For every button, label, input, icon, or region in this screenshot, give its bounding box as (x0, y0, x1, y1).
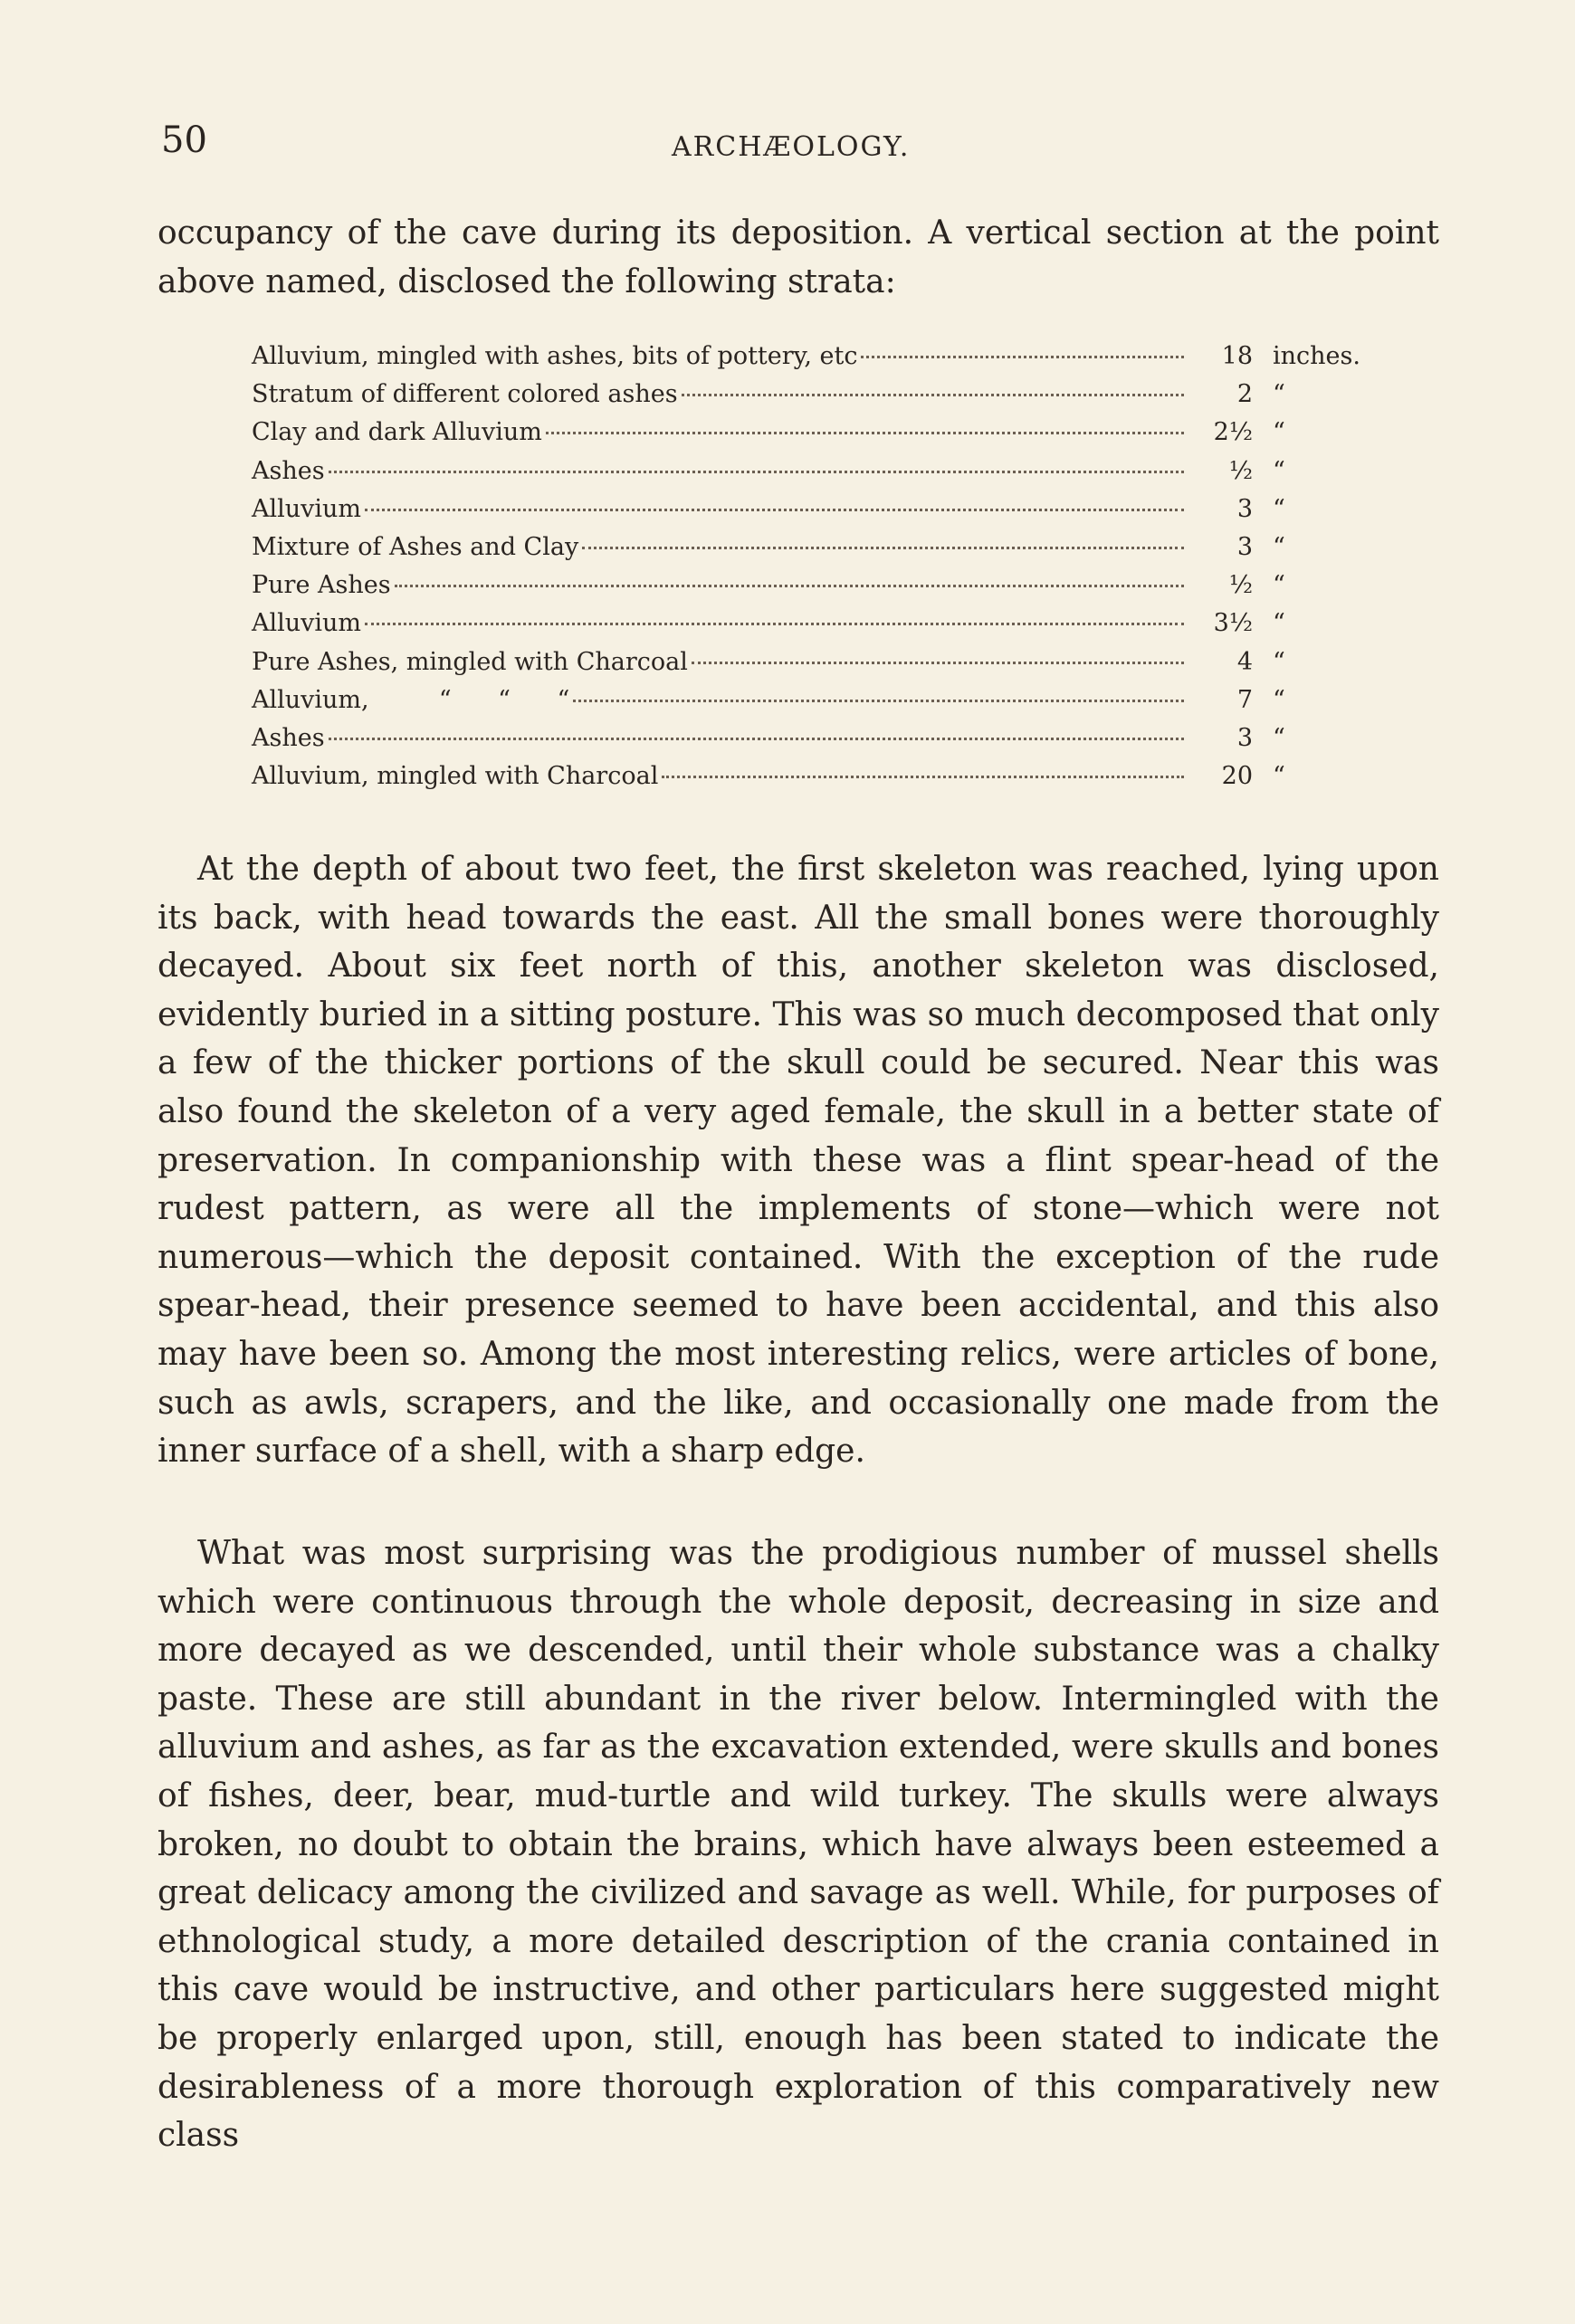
strata-unit: inches. (1273, 342, 1360, 370)
strata-unit: “ (1273, 456, 1285, 485)
strata-quantity: 2 (1236, 380, 1253, 409)
strata-quantity: 3 (1236, 532, 1253, 561)
strata-row (252, 571, 1374, 609)
strata-quantity: ½ (1228, 571, 1253, 600)
strata-label: Pure Ashes, mingled with Charcoal (252, 647, 688, 676)
strata-quantity: 18 (1221, 342, 1253, 370)
dot-leader (365, 623, 1184, 625)
strata-unit: “ (1273, 685, 1285, 714)
dot-leader (329, 471, 1184, 473)
strata-label: Alluvium, mingled with ashes, bits of pottery, etc (252, 342, 858, 370)
strata-quantity: 2½ (1213, 418, 1253, 447)
strata-label: Alluvium, “ “ “ (252, 685, 570, 714)
strata-unit: “ (1273, 609, 1285, 638)
strata-label: Alluvium (252, 494, 362, 523)
dot-leader (573, 700, 1184, 702)
body-paragraph-1: At the depth of about two feet, the first skeleton was reached, lying upon its back, with head towards the east. All the small bones were thoroughly decayed. About six feet north of this, another skeleton was disclosed, evidently buried in a sitting posture. This was so much decomposed that only a few of the thicker portions of the skull could be secured. Near this was also found the skeleton of a very aged female, the skull in a better state of preservation. In companionship with these was a flint spear-head of the rudest pattern, as were all the implements of stone—which were not numerous—which the deposit contained. With the exception of the rude spear-head, their presence seemed to have been accidental, and this also may have been so. Among the most interesting relics, were articles of bone, such as awls, scrapers, and the like, and occasionally one made from the inner surface of a shell, with a sharp edge. (158, 851, 1439, 1471)
strata-quantity: 3 (1236, 723, 1253, 752)
strata-row (252, 762, 1374, 800)
dot-leader (582, 547, 1184, 549)
body-paragraph-2: What was most surprising was the prodigious number of mussel shells which were continuous through the whole deposit, decreasing in size and more decayed as we descended, until their whole substance was a chalky paste. These are still abundant in the river below. Intermingled with the alluvium and ashes, as far as the excavation extended, were skulls and bones of fishes, deer, bear, mud-turtle and wild turkey. The skulls were always broken, no doubt to obtain the brains, which have always been esteemed a great delicacy among the civilized and savage as well. While, for purposes of ethnological study, a more detailed description of the crania contained in this cave would be instructive, and other particulars here suggested might be properly enlarged upon, still, enough has been stated to indicate the desirableness of a more thorough exploration of this comparatively new class (158, 1535, 1439, 2155)
running-head: ARCHÆOLOGY. (672, 131, 911, 163)
page-number: 50 (161, 119, 207, 161)
strata-row (252, 457, 1374, 495)
strata-unit: “ (1273, 494, 1285, 523)
strata-row (252, 533, 1374, 571)
strata-unit: “ (1273, 762, 1285, 791)
strata-quantity: 3 (1236, 494, 1253, 523)
strata-unit: “ (1273, 380, 1285, 409)
dot-leader (365, 509, 1184, 511)
strata-row (252, 380, 1374, 418)
strata-label: Stratum of different colored ashes (252, 380, 678, 409)
dot-leader (662, 776, 1184, 778)
strata-row (252, 342, 1374, 380)
strata-row (252, 648, 1374, 686)
strata-label: Ashes (252, 456, 325, 485)
strata-label: Mixture of Ashes and Clay (252, 532, 579, 561)
intro-paragraph: occupancy of the cave during its deposition. A vertical section at the point above named, disclosed the following strata: (158, 214, 1439, 300)
dot-leader (692, 662, 1184, 664)
strata-row (252, 686, 1374, 724)
strata-row (252, 495, 1374, 533)
strata-label: Ashes (252, 723, 325, 752)
strata-row (252, 609, 1374, 647)
dot-leader (546, 432, 1184, 434)
strata-unit: “ (1273, 571, 1285, 600)
dot-leader (861, 356, 1184, 358)
strata-unit: “ (1273, 647, 1285, 676)
strata-quantity: 20 (1221, 762, 1253, 791)
strata-unit: “ (1273, 532, 1285, 561)
dot-leader (682, 394, 1184, 396)
strata-label: Pure Ashes (252, 571, 391, 600)
dot-leader (395, 585, 1184, 587)
strata-unit: “ (1273, 723, 1285, 752)
strata-label: Clay and dark Alluvium (252, 418, 542, 447)
strata-label: Alluvium (252, 609, 362, 638)
strata-table (252, 342, 1374, 800)
strata-quantity: 7 (1236, 685, 1253, 714)
strata-row (252, 724, 1374, 762)
strata-row (252, 418, 1374, 456)
strata-quantity: 4 (1236, 647, 1253, 676)
strata-quantity: ½ (1228, 456, 1253, 485)
strata-quantity: 3½ (1213, 609, 1253, 638)
strata-unit: “ (1273, 418, 1285, 447)
dot-leader (329, 738, 1184, 740)
strata-label: Alluvium, mingled with Charcoal (252, 762, 659, 791)
